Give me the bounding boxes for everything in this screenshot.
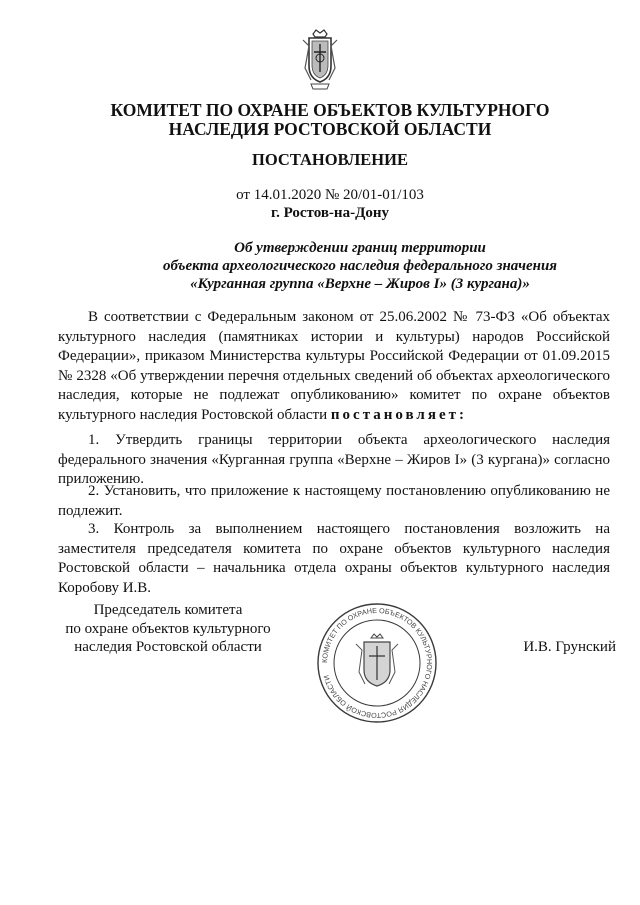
subject-line1: Об утверждении границ территории	[234, 240, 486, 256]
committee-header-line2: НАСЛЕДИЯ РОСТОВСКОЙ ОБЛАСТИ	[168, 119, 492, 139]
official-seal-icon	[316, 602, 438, 724]
signer-title-line1: Председатель комитета	[93, 602, 243, 618]
document-type: ПОСТАНОВЛЕНИЕ	[252, 150, 408, 169]
intro-paragraph	[58, 308, 610, 425]
item-2-text: 2. Установить, что приложение к настоящему постановлению опубликованию не подлежит.	[58, 483, 610, 519]
item-1-text: 1. Утвердить границы территории объекта археологического наследия федерального значения «Курганная группа «Верхне – Жиров I» (3 кургана)» согласно приложению.	[58, 432, 610, 487]
seal-text: КОМИТЕТ ПО ОХРАНЕ ОБЪЕКТОВ КУЛЬТУРНОГО НАСЛЕДИЯ РОСТОВСКОЙ ОБЛАСТИ	[319, 605, 435, 721]
item-1	[58, 431, 610, 490]
document-number: от 14.01.2020 № 20/01-01/103	[236, 187, 424, 203]
document-city: г. Ростов-на-Дону	[270, 205, 390, 221]
coat-of-arms-icon	[299, 28, 341, 92]
document-subject	[100, 239, 620, 293]
signer-name: И.В. Грунский	[523, 639, 616, 655]
intro-text: В соответствии с Федеральным законом от 25.06.2002 № 73-ФЗ «Об объектах культурного наследия (памятниках истории и культуры) народов Российской Федерации», приказом Министерства культуры Российской Федерации от 01.09.2015 № 2328 «Об утверждении перечня отдельных сведений об объектах археологического наследия, которые не подлежат опубликованию» комитет по охране объектов культурного наследия Ростовской области	[58, 309, 610, 423]
signer-title-line2: по охране объектов культурного	[65, 620, 271, 637]
decree-word: постановляет:	[330, 406, 467, 423]
item-2	[58, 482, 610, 521]
item-3-text: 3. Контроль за выполнением настоящего постановления возложить на заместителя председателя комитета по охране объектов культурного наследия Ростовской области – начальника отдела охраны объектов культурного наследия Коробову И.В.	[58, 521, 610, 596]
signer-title	[56, 601, 280, 657]
committee-header	[60, 101, 600, 139]
committee-header-line1: КОМИТЕТ ПО ОХРАНЕ ОБЪЕКТОВ КУЛЬТУРНОГО	[110, 100, 550, 120]
item-3	[58, 520, 610, 598]
signer-title-line3: наследия Ростовской области	[74, 639, 262, 655]
subject-line3: «Курганная группа «Верхне – Жиров I» (3 кургана)»	[190, 276, 530, 292]
subject-line2: объекта археологического наследия федерального значения	[162, 258, 558, 274]
